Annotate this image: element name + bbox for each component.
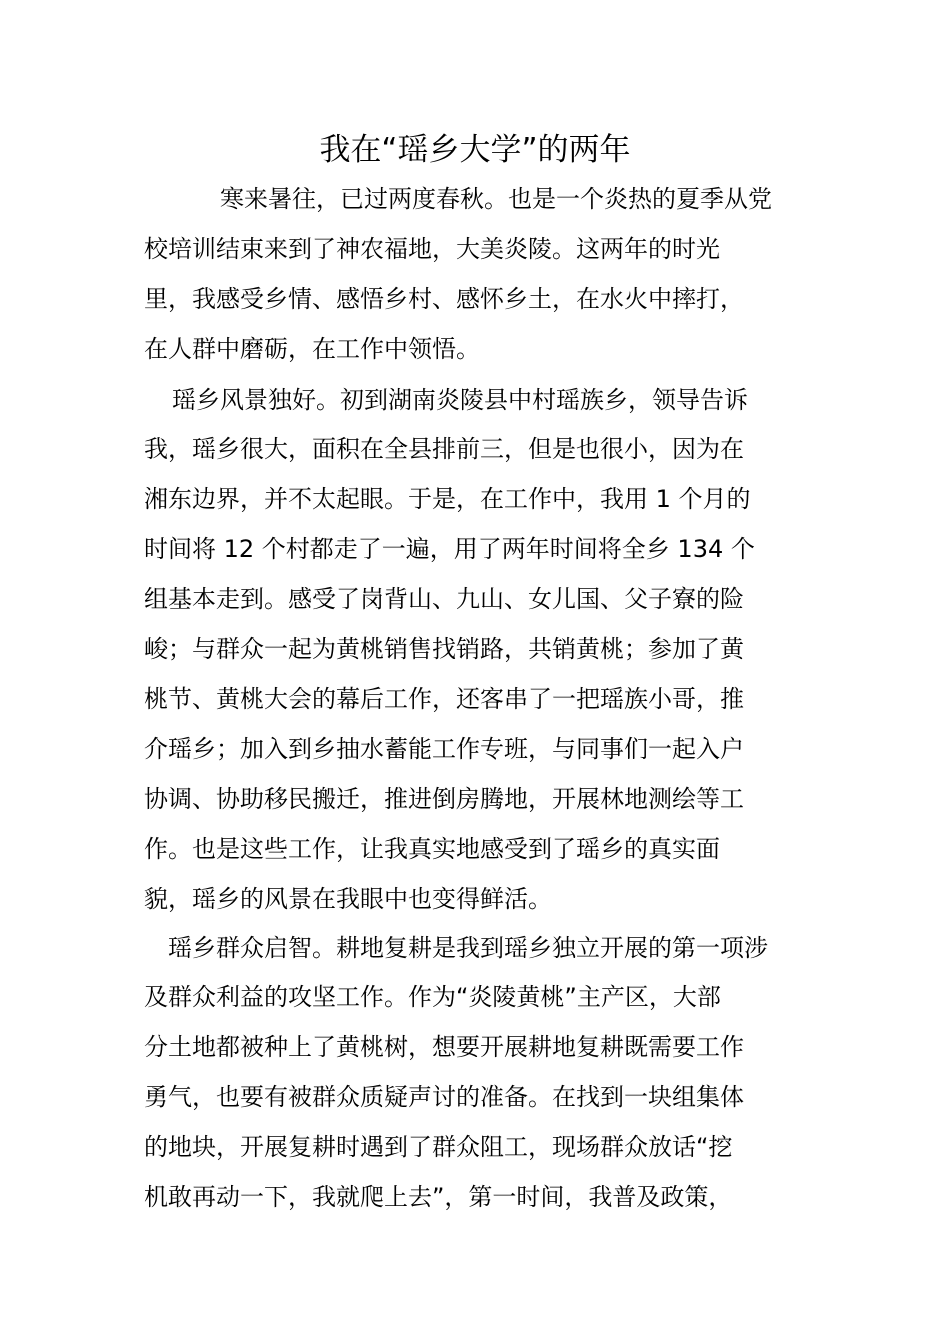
document-title: 我在“瑶乡大学”的两年 — [319, 132, 631, 168]
text-line: 勇气，也要有被群众质疑声讨的准备。在找到一块组集体 — [144, 1083, 744, 1111]
text-line: 协调、协助移民搬迁，推进倒房腾地，开展林地测绘等工 — [144, 785, 744, 813]
text-line: 我，瑶乡很大，面积在全县排前三，但是也很小，因为在 — [144, 435, 744, 463]
text-line: 介瑶乡；加入到乡抽水蓄能工作专班，与同事们一起入户 — [144, 735, 744, 763]
text-line: 桃节、黄桃大会的幕后工作，还客串了一把瑶族小哥，推 — [144, 685, 744, 713]
text-line: 貌，瑶乡的风景在我眼中也变得鲜活。 — [144, 885, 552, 913]
text-line: 校培训结束来到了神农福地，大美炎陵。这两年的时光 — [144, 235, 720, 263]
text-line: 及群众利益的攻坚工作。作为“炎陵黄桃”主产区，大部 — [144, 983, 721, 1011]
text-line: 时间将 12 个村都走了一遍，用了两年时间将全乡 134 个 — [144, 535, 755, 563]
text-line: 瑶乡群众启智。耕地复耕是我到瑶乡独立开展的第一项涉 — [168, 934, 768, 962]
text-line: 机敢再动一下，我就爬上去”，第一时间，我普及政策， — [144, 1183, 733, 1211]
text-line: 峻；与群众一起为黄桃销售找销路，共销黄桃；参加了黄 — [144, 635, 744, 663]
text-line: 组基本走到。感受了岗背山、九山、女儿国、父子寮的险 — [144, 585, 744, 613]
text-line: 作。也是这些工作，让我真实地感受到了瑶乡的真实面 — [144, 835, 720, 863]
text-line: 瑶乡风景独好。初到湖南炎陵县中村瑶族乡，领导告诉 — [172, 386, 748, 414]
text-line: 分土地都被种上了黄桃树，想要开展耕地复耕既需要工作 — [144, 1033, 744, 1061]
text-line: 湘东边界，并不太起眼。于是，在工作中，我用 1 个月的 — [144, 485, 751, 513]
text-line: 里，我感受乡情、感悟乡村、感怀乡土，在水火中摔打， — [144, 285, 744, 313]
text-line: 寒来暑往，已过两度春秋。也是一个炎热的夏季从党 — [220, 185, 772, 213]
text-line: 在人群中磨砺，在工作中领悟。 — [144, 335, 480, 363]
text-line: 的地块，开展复耕时遇到了群众阻工，现场群众放话“挖 — [144, 1133, 733, 1161]
